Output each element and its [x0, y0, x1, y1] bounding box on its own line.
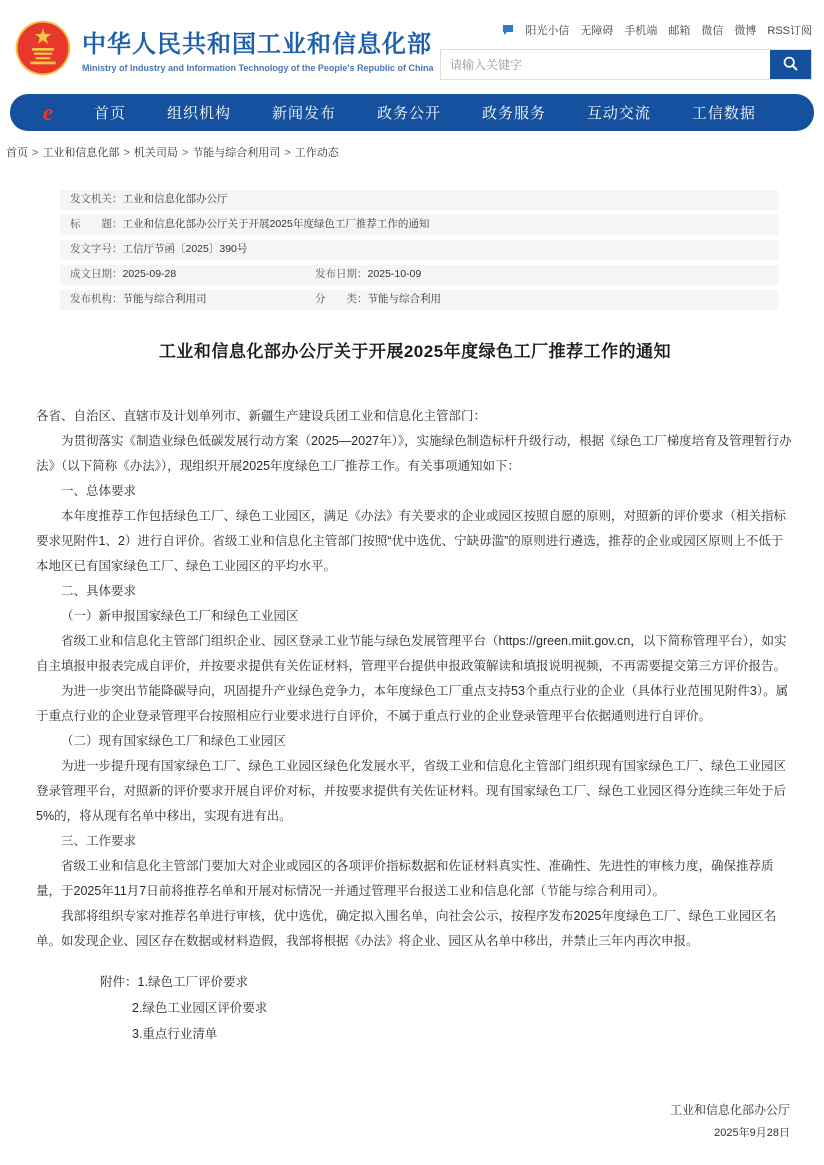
meta-label: 发文机关： [70, 193, 123, 205]
meta-row-4 [60, 265, 778, 285]
top-links [440, 22, 812, 38]
breadcrumb-separator: > [123, 147, 130, 159]
top-link-2[interactable]: 无障碍 [580, 25, 614, 37]
paragraph-1: 各省、自治区、直辖市及计划单列市、新疆生产建设兵团工业和信息化主管部门： [36, 409, 487, 423]
meta-pair [70, 268, 315, 281]
document-body [36, 404, 794, 954]
breadcrumb-link-5[interactable]: 工作动态 [294, 147, 339, 159]
document-meta-table [60, 190, 778, 310]
meta-label: 发布机构： [70, 293, 123, 305]
nav-item-5[interactable]: 政务服务 [481, 105, 546, 122]
site-subtitle: Ministry of Industry and Information Technology of the People's Republic of China [82, 62, 434, 73]
top-link-1[interactable]: 阳光小信 [525, 25, 570, 37]
main-nav [10, 94, 814, 131]
attachment-link-2[interactable]: 2.绿色工业园区评价要求 [132, 1001, 268, 1015]
paragraph-12: 省级工业和信息化主管部门要加大对企业或园区的各项评价指标数据和佐证材料真实性、准确性、先进性的审核力度，确保推荐质量，于2025年11月7日前将推荐名单和开展对标情况一并通过管理平台报送工业和信息化部（节能与综合利用司）。 [36, 859, 774, 898]
search-button[interactable] [770, 50, 811, 79]
document-content [0, 190, 824, 1165]
nav-item-3[interactable]: 新闻发布 [271, 105, 336, 122]
paragraph-3: 一、总体要求 [61, 484, 137, 498]
meta-row-1 [60, 190, 778, 210]
meta-value: 工业和信息化部办公厅关于开展2025年度绿色工厂推荐工作的通知 [122, 218, 430, 230]
signature-date: 2025年9月28日 [714, 1127, 790, 1139]
breadcrumb-link-2[interactable]: 工业和信息化部 [42, 147, 120, 159]
breadcrumb-separator: > [284, 147, 291, 159]
signature-org: 工业和信息化部办公厅 [669, 1103, 790, 1117]
meta-label: 分 类： [315, 293, 368, 305]
nav-item-4[interactable]: 政务公开 [376, 105, 441, 122]
meta-pair [315, 293, 441, 305]
paragraph-7: 省级工业和信息化主管部门组织企业、园区登录工业节能与绿色发展管理平台（https://green.miit.gov.cn，以下简称管理平台），如实自主填报申报表完成自评价，并按要求提供有关佐证材料，管理平台提供申报政策解读和填报说明视频，不再需要提交第三方评价报告。 [36, 634, 787, 673]
document-title: 工业和信息化部办公厅关于开展2025年度绿色工厂推荐工作的通知 [158, 342, 672, 361]
meta-value: 2025-10-09 [367, 268, 422, 280]
attachment-line-2 [132, 995, 794, 1021]
meta-pair [70, 193, 228, 205]
meta-label: 标 题： [70, 218, 123, 230]
search-icon [782, 55, 799, 75]
breadcrumb [0, 131, 824, 160]
paragraph-8: 为进一步突出节能降碳导向，巩固提升产业绿色竞争力，本年度绿色工厂重点支持53个重点行业的企业（具体行业范围见附件3）。属于重点行业的企业登录管理平台按照相应行业要求进行自评价，不属于重点行业的企业登录管理平台依据通则进行自评价。 [36, 684, 789, 723]
paragraph-13: 我部将组织专家对推荐名单进行审核，优中选优，确定拟入围名单，向社会公示，按程序发布2025年度绿色工厂、绿色工业园区名单。如发现企业、园区存在数据或材料造假，我部将根据《办法》将企业、园区从名单中移出，并禁止三年内再次申报。 [36, 909, 777, 948]
site-brand [14, 16, 434, 80]
search-bar [440, 49, 812, 80]
paragraph-11: 三、工作要求 [61, 834, 137, 848]
header-right [440, 16, 812, 80]
meta-value: 节能与综合利用司 [122, 293, 207, 305]
site-title: 中华人民共和国工业和信息化部 [82, 30, 432, 58]
meta-pair [315, 268, 421, 280]
breadcrumb-link-1[interactable]: 首页 [6, 147, 28, 159]
meta-row-3 [60, 240, 778, 260]
top-link-3[interactable]: 手机端 [624, 25, 658, 37]
attachments-label: 附件： [100, 975, 138, 989]
search-input[interactable] [441, 50, 770, 79]
breadcrumb-link-4[interactable]: 节能与综合利用司 [192, 147, 281, 159]
meta-row-2 [60, 215, 778, 235]
attachment-line-3 [132, 1021, 794, 1047]
top-link-7[interactable]: RSS订阅 [767, 25, 812, 37]
top-link-4[interactable]: 邮箱 [668, 25, 691, 37]
meta-pair [70, 243, 247, 255]
meta-value: 工信厅节函〔2025〕390号 [122, 243, 248, 255]
breadcrumb-separator: > [181, 147, 189, 159]
paragraph-10: 为进一步提升现有国家绿色工厂、绿色工业园区绿色化发展水平，省级工业和信息化主管部门组织现有国家绿色工厂、绿色工业园区登录管理平台，对照新的评价要求开展自评价对标，并按要求提供有关佐证材料。现有国家绿色工厂、绿色工业园区得分连续三年处于后5%的，将从现有名单中移出，实现有进有出。 [36, 759, 787, 823]
breadcrumb-link-3[interactable]: 机关司局 [133, 147, 178, 159]
nav-item-7[interactable]: 工信数据 [691, 105, 756, 122]
miit-e-logo-icon: e [42, 99, 54, 125]
nav-item-6[interactable]: 互动交流 [586, 105, 651, 122]
signature-block [36, 1099, 794, 1145]
paragraph-5: 二、具体要求 [61, 584, 137, 598]
attachment-line-1 [100, 969, 794, 995]
site-header [0, 0, 824, 88]
chat-bubble-icon [502, 24, 514, 36]
meta-value: 工业和信息化部办公厅 [122, 193, 228, 205]
meta-label: 发布日期： [315, 268, 368, 280]
breadcrumb-separator: > [32, 147, 39, 159]
attachment-link-3[interactable]: 3.重点行业清单 [132, 1027, 218, 1041]
paragraph-6: （一）新申报国家绿色工厂和绿色工业园区 [61, 609, 299, 623]
top-link-5[interactable]: 微信 [701, 25, 724, 37]
paragraph-2: 为贯彻落实《制造业绿色低碳发展行动方案（2025—2027年）》，实施绿色制造标杆升级行动，根据《绿色工厂梯度培育及管理暂行办法》（以下简称《办法》），现组织开展2025年度绿色工厂推荐工作。有关事项通知如下： [36, 434, 792, 473]
top-link-6[interactable]: 微博 [734, 25, 757, 37]
paragraph-4: 本年度推荐工作包括绿色工厂、绿色工业园区，满足《办法》有关要求的企业或园区按照自愿的原则，对照新的评价要求（相关指标要求见附件1、2）进行自评价。省级工业和信息化主管部门按照“优中选优、宁缺毋滥”的原则进行遴选，推荐的企业或园区原则上不低于本地区已有国家绿色工厂、绿色工业园区的平均水平。 [36, 509, 787, 573]
attachments-list [100, 969, 794, 1047]
meta-pair [70, 218, 429, 230]
meta-label: 发文字号： [70, 243, 123, 255]
meta-value: 2025-09-28 [122, 268, 177, 280]
national-emblem-icon [14, 19, 72, 77]
meta-value: 节能与综合利用 [367, 293, 441, 305]
nav-item-2[interactable]: 组织机构 [166, 105, 231, 122]
meta-pair [70, 293, 315, 306]
nav-items [64, 102, 790, 123]
nav-item-1[interactable]: 首页 [94, 105, 127, 122]
attachment-link-1[interactable]: 1.绿色工厂评价要求 [137, 975, 248, 989]
paragraph-9: （二）现有国家绿色工厂和绿色工业园区 [61, 734, 287, 748]
meta-label: 成文日期： [70, 268, 123, 280]
meta-row-5 [60, 290, 778, 310]
